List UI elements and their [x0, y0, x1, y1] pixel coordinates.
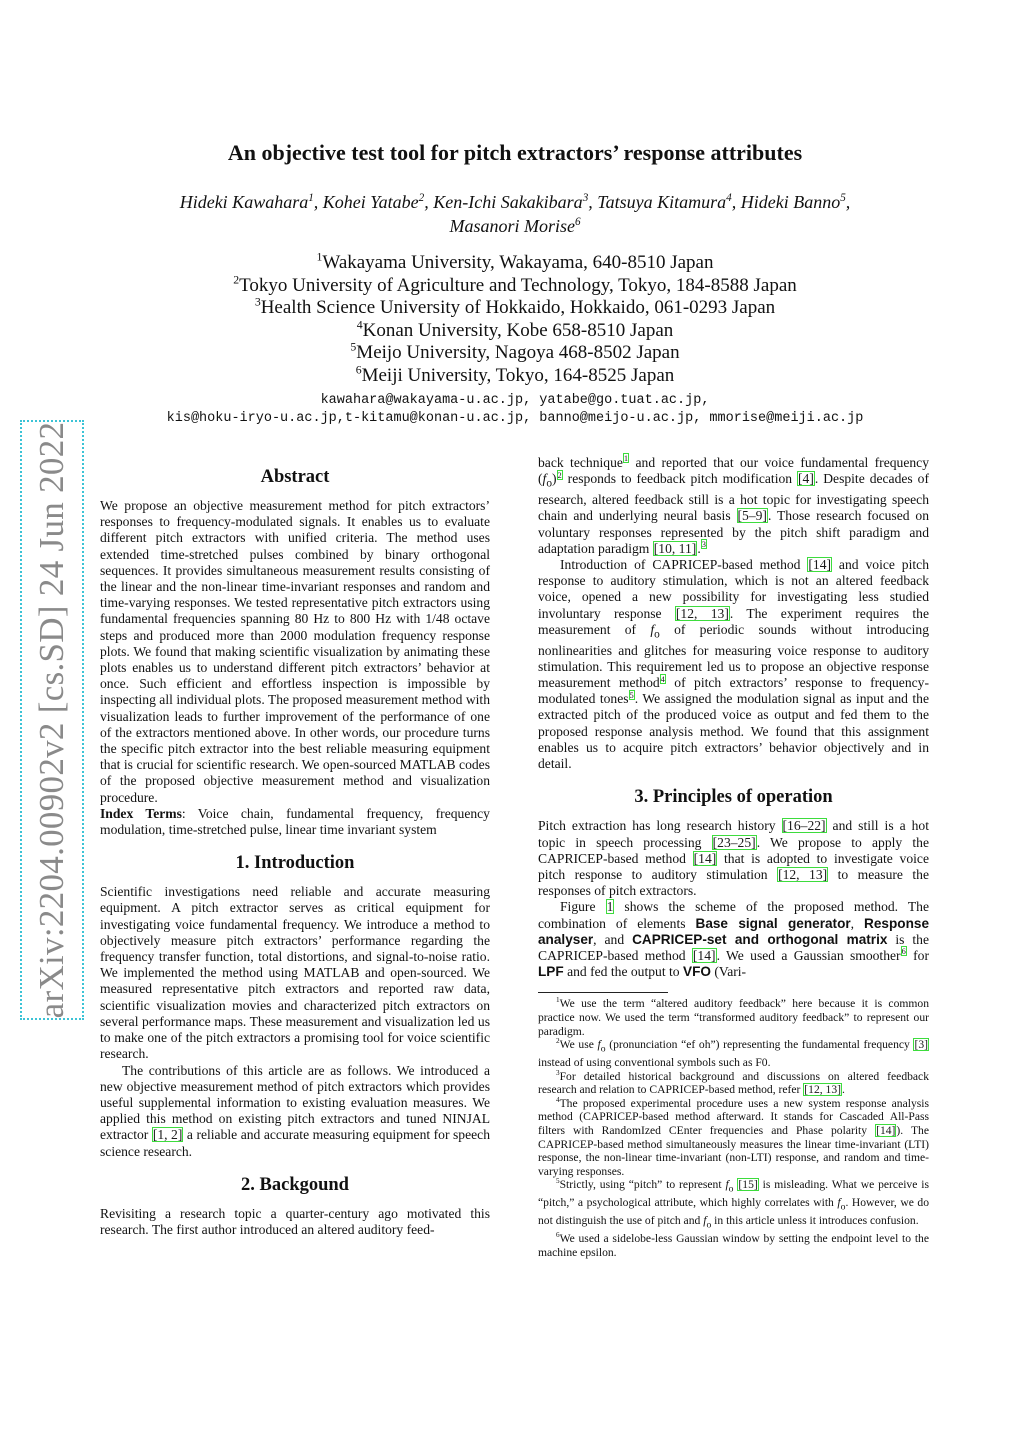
arxiv-stamp: [20, 420, 84, 1020]
intro-paragraph: The contributions of this article are as follows. We introduced a new objective measurement method of pitch extractors which provides useful supplemental information to existing evaluation measures. We applied this method on existing pitch extractors and tuned NINJAL extractor [1, 2] a reliable and accurate measuring equipment for speech science research.: [100, 1062, 491, 1159]
footnote-link[interactable]: 5: [629, 689, 634, 700]
affiliation: $^5$Meijo University, Nagoya 468-8502 Japan: [350, 340, 680, 363]
author: Hideki Kawahara$^1$,: [179, 192, 323, 212]
element-name: Base signal generator: [695, 915, 851, 931]
citation-link[interactable]: [12, 13]: [804, 1083, 842, 1097]
figure-link[interactable]: 1: [606, 899, 614, 915]
citation-link[interactable]: [14]: [876, 1123, 896, 1137]
abstract-heading: Abstract: [260, 467, 330, 487]
email-line: kis@hoku-iryo-u.ac.jp,t-kitamu@konan-u.ac.jp, banno@meijo-u.ac.jp, mmorise@meiji.ac.jp: [166, 411, 864, 426]
affiliation: $^6$Meiji University, Tokyo, 164-8525 Japan: [355, 363, 675, 386]
paper-title: An objective test tool for pitch extractors’ response attributes: [227, 140, 803, 165]
affiliation: $^2$Tokyo University of Agriculture and Technology, Tokyo, 184-8588 Japan: [233, 273, 797, 296]
email-line: kawahara@wakayama-u.ac.jp, yatabe@go.tuat.ac.jp,: [320, 393, 710, 408]
element-name: Response analyser: [538, 915, 930, 947]
section-heading-introduction: 1. Introduction: [235, 853, 355, 874]
intro-paragraph: Scientific investigations need reliable and accurate measuring equipment. A pitch extractor serves as critical equipment for investigating voice fundamental frequency. We introduce a method to objectively measure pitch extractors’ performance regarding the frequency transfer function, total distortions, and signal-to-noise ratio. We implemented the method using MATLAB and open-sourced. We measured representative pitch extractors and reported raw data, scientific visualization movies and characterized pitch extractors on several performance maps. These measurement and visualization led us to make one of the pitch extractors a promising tool for voice scientific research.: [100, 884, 490, 1062]
element-name: VFO: [683, 964, 711, 980]
footnote-link[interactable]: 2: [557, 469, 562, 480]
section-heading-principles: 3. Principles of operation: [634, 787, 833, 808]
footnote-link[interactable]: 1: [623, 453, 629, 464]
footnote: $^1$We use the term “altered auditory feedback” here because it is common practice now. We used the term “transformed auditory feedback” to represent our paradigm.: [538, 996, 929, 1038]
citation-link[interactable]: [12, 13]: [675, 605, 729, 621]
citation-link[interactable]: [14]: [692, 947, 716, 963]
citation-link[interactable]: [12, 13]: [778, 866, 828, 882]
footnote: $^5$Strictly, using “pitch” to represent $f_o$ [15] is misleading. What we perceive is “pitch,” a psychological attribute, which highly correlates with $f_o$. However, we do not distinguish the use of pitch and $f_o$ in this article unless it introduces confusion.: [538, 1177, 930, 1231]
footnote-link[interactable]: 4: [660, 673, 665, 684]
footnote-link[interactable]: 6: [901, 946, 906, 957]
author: Kohei Yatabe$^2$,: [322, 192, 434, 212]
element-name: CAPRICEP-set and orthogonal matrix: [632, 931, 888, 947]
citation-link[interactable]: [14]: [808, 556, 832, 572]
left-column: [100, 452, 490, 1238]
principles-paragraph: Figure 1 shows the scheme of the proposed method. The combination of elements Base signal generator, Response analyser, and CAPRICEP-set and orthogonal matrix is the CAPRICEP-based method [14]. We used a Gaussian smoother$^6$ for LPF and fed the output to VFO (Vari-: [538, 899, 930, 980]
affiliation-list: [100, 252, 930, 387]
footnote: $^2$We use $f_o$ (pronunciation “ef oh”) representing the fundamental frequency [3] instead of using conventional symbols such as F0.: [538, 1037, 928, 1070]
author: Masanori Morise$^6$: [449, 216, 581, 236]
index-terms: Index Terms: Voice chain, fundamental frequency, frequency modulation, time-stretched pulse, linear time invariant system: [100, 805, 490, 838]
email-list: [60, 392, 970, 428]
footnote: $^4$The proposed experimental procedure uses a new system response analysis method (CAPRICEP-based method afterward. It stands for Cascaded All-Pass filters with RandomIzed CEnter frequencies and Phase polarity [14]). The CAPRICEP-based method simultaneously measures the linear time-invariant (LTI) response, the non-linear time-invariant (non-LTI) response, and random and time-varying responses.: [538, 1095, 929, 1178]
background-paragraph: Introduction of CAPRICEP-based method [14] and voice pitch response to auditory stimulation, which is not an altered feedback voice, opened a new possibility for investigating less studied involuntary response [12, 13]. The experiment requires the measurement of $f_o$ of periodic sounds without introducing nonlinearities and glitches for measuring voice response to auditory stimulation. This requirement led us to propose an objective response measurement method$^4$ of pitch extractors’ response to frequency-modulated tones$^5$. We assigned the modulation signal as input and the extracted pitch of the produced voice as output and fed them to the proposed response analysis method. We found that this assignment enables us to acquire pitch extractors’ behavior objectively and in detail.: [538, 556, 929, 772]
footnote: $^6$We used a sidelobe-less Gaussian window by setting the endpoint level to the machine epsilon.: [538, 1231, 929, 1259]
citation-link[interactable]: [1, 2]: [152, 1127, 183, 1143]
arxiv-id: arXiv:2204.00902v2 [cs.SD] 24 Jun 2022: [32, 421, 71, 1019]
right-column: [538, 455, 929, 1259]
footnote-link[interactable]: 3: [701, 539, 706, 550]
affiliation: $^4$Konan University, Kobe 658-8510 Japan: [356, 318, 674, 341]
citation-link[interactable]: [16–22]: [782, 818, 826, 834]
citation-link[interactable]: [5–9]: [737, 508, 767, 524]
background-paragraph: back technique$^1$ and reported that our voice fundamental frequency $(f_o)^2$ responds to feedback pitch modification [4]. Despite decades of research, altered feedback still is a hot topic for investigating speech chain and underlying neural basis [5–9]. Those research focused on voluntary responses represented by the pitch shift paradigm and adaptation paradigm [10, 11].$^3$: [538, 453, 930, 556]
abstract-body: We propose an objective measurement method for pitch extractors’ responses to frequency-modulated signals. It enables us to evaluate different pitch extractors with unified criteria. The method uses extended time-stretched pulses combined by binary orthogonal sequences. It provides simultaneous measurement results consisting of the linear and the non-linear time-invariant responses and random and time-varying responses. We tested representative pitch extractors using fundamental frequencies spanning 80 Hz to 800 Hz with 1/48 octave steps and produced more than 2000 modulation frequency response plots. We found that making scientific visualization by animating these plots enables us to understand different pitch extractors’ behavior at once. Such efficient and effortless inspection is impossible by inspecting all individual plots. The proposed measurement method with visualization leads to further improvement of the performance of one of the extractors mentioned above. In other words, our procedure turns the specific pitch extractor into the best reliable measuring equipment that is crucial for scientific research. We open-sourced MATLAB codes of the proposed objective measurement method and visualization procedure.: [100, 498, 490, 805]
citation-link[interactable]: [23–25]: [712, 834, 756, 850]
citation-link[interactable]: [15]: [738, 1178, 758, 1192]
author: Ken-Ichi Sakakibara$^3$,: [433, 192, 598, 212]
element-name: LPF: [538, 964, 564, 980]
footnote: $^3$For detailed historical background and discussions on altered feedback research and relation to CAPRICEP-based method, refer [12, 13].: [538, 1068, 929, 1097]
background-paragraph: Revisiting a research topic a quarter-century ago motivated this research. The first author introduced an altered auditory feed-: [100, 1205, 490, 1237]
footnote-divider: [538, 992, 668, 993]
citation-link[interactable]: [4]: [798, 471, 814, 487]
section-heading-background: 2. Backgound: [241, 1174, 349, 1195]
affiliation: $^3$Health Science University of Hokkaido, Hokkaido, 061-0293 Japan: [254, 295, 776, 318]
author: Tatsuya Kitamura$^4$,: [597, 192, 741, 212]
author-list: [100, 190, 930, 238]
citation-link[interactable]: [3]: [914, 1038, 928, 1052]
principles-paragraph: Pitch extraction has long research history [16–22] and still is a hot topic in speech processing [23–25]. We propose to apply the CAPRICEP-based method [14] that is adopted to investigate voice pitch response to auditory stimulation [12, 13] to measure the responses of pitch extractors.: [538, 818, 929, 899]
author: Hideki Banno$^5$,: [740, 192, 851, 212]
citation-link[interactable]: [14]: [693, 850, 717, 866]
citation-link[interactable]: [10, 11]: [653, 540, 697, 556]
affiliation: $^1$Wakayama University, Wakayama, 640-8510 Japan: [316, 250, 714, 273]
